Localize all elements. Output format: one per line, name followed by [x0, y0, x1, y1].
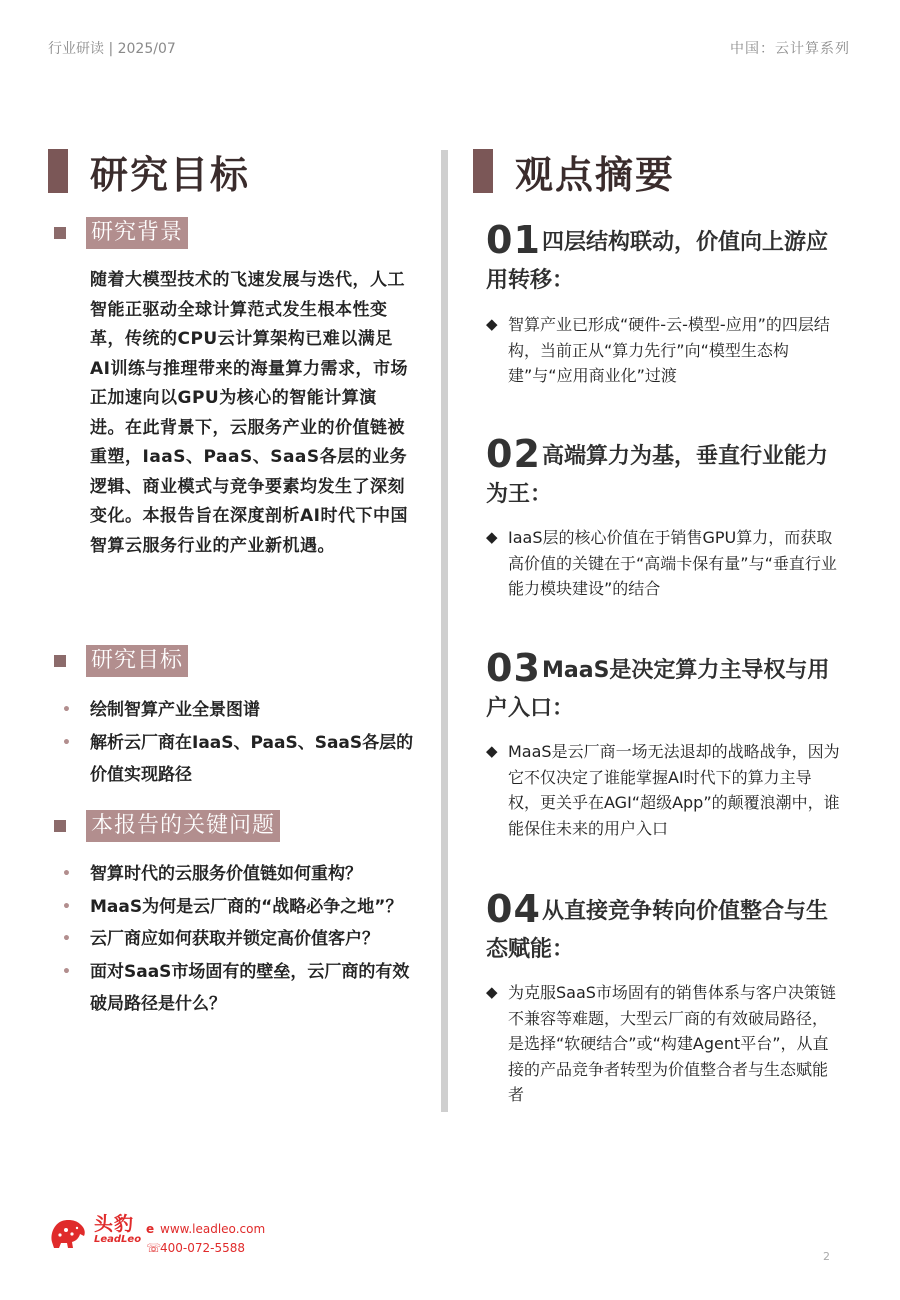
list-item: • MaaS为何是云厂商的“战略必争之地”？ — [60, 891, 420, 924]
background-paragraph: 随着大模型技术的飞速发展与迭代，人工智能正驱动全球计算范式发生根本性变革，传统的CPU云计算架构已难以满足AI训练与推理带来的海量算力需求，市场正加速向以GPU为核心的智能计算演进。在此背景下，云服务产业的价值链被重塑，IaaS、PaaS、SaaS各层的业务逻辑、商业模式与竞争要素均发生了深刻变化。本报告旨在深度剖析AI时代下中国智算云服务行业的产业新机遇。 — [90, 270, 408, 556]
questions-title: 本报告的关键问题 — [86, 810, 280, 842]
list-item: • 绘制智算产业全景图谱 — [60, 694, 420, 727]
view-number: 02 — [486, 432, 541, 476]
view-heading: 高端算力为基，垂直行业能力为王： — [486, 444, 829, 507]
right-section-title — [473, 148, 676, 197]
leadleo-logo — [46, 1212, 141, 1252]
left-section-title — [48, 148, 251, 197]
web-icon: e — [146, 1222, 155, 1236]
column-divider — [441, 150, 448, 1112]
bullet-icon: • — [62, 702, 71, 718]
header-left: 行业研读 | 2025/07 — [48, 41, 176, 57]
bullet-icon: • — [62, 898, 71, 915]
title-bar — [473, 149, 493, 193]
bullet-icon: • — [62, 734, 71, 751]
view-body — [486, 312, 841, 389]
goals-list — [60, 694, 420, 792]
contact-info — [146, 1220, 265, 1258]
list-item: • 智算时代的云服务价值链如何重构？ — [60, 858, 420, 891]
list-item: • 云厂商应如何获取并锁定高价值客户？ — [60, 923, 420, 956]
square-icon — [54, 820, 66, 832]
page-number: 2 — [823, 1250, 830, 1263]
phone-icon: ☏ — [146, 1241, 162, 1255]
website-link[interactable]: www.leadleo.com — [160, 1222, 266, 1236]
view-heading: 四层结构联动，价值向上游应用转移： — [486, 230, 829, 293]
background-title: 研究背景 — [86, 217, 188, 249]
view-text: 为克服SaaS市场固有的销售体系与客户决策链不兼容等难题，大型云厂商的有效破局路径，是选择“软硬结合”或“构建Agent平台”，从直接的产品竞争者转型为价值整合者与生态赋能者 — [508, 983, 836, 1104]
goals-title: 研究目标 — [86, 645, 188, 677]
square-icon — [54, 655, 66, 667]
right-title-text: 观点摘要 — [515, 152, 676, 197]
view-number: 03 — [486, 646, 541, 690]
left-title-text: 研究目标 — [90, 152, 251, 197]
phone-number: 400-072-5588 — [160, 1241, 246, 1255]
view-body — [486, 980, 841, 1108]
background-subtitle — [54, 217, 188, 249]
logo-cn: 头豹 — [94, 1213, 135, 1235]
diamond-icon: ◆ — [486, 983, 498, 1001]
bullet-icon: • — [62, 866, 71, 882]
square-icon — [54, 227, 66, 239]
view-heading: 从直接竞争转向价值整合与生态赋能： — [486, 899, 829, 962]
phone-line — [146, 1239, 265, 1258]
questions-list — [60, 858, 420, 1021]
questions-subtitle — [54, 810, 280, 842]
title-bar — [48, 149, 68, 193]
view-text: IaaS层的核心价值在于销售GPU算力，而获取高价值的关键在于“高端卡保有量”与“垂直行业能力模块建设”的结合 — [508, 528, 837, 598]
bullet-icon: • — [62, 931, 71, 947]
logo-en: LeadLeo — [94, 1234, 142, 1245]
list-item: • 面对SaaS市场固有的壁垒，云厂商的有效破局路径是什么？ — [60, 956, 420, 1021]
view-heading: MaaS是决定算力主导权与用户入口： — [486, 658, 830, 721]
view-text: 智算产业已形成“硬件-云-模型-应用”的四层结构，当前正从“算力先行”向“模型生态构建”与“应用商业化”过渡 — [508, 315, 830, 385]
view-body — [486, 739, 841, 841]
view-number: 01 — [486, 218, 541, 262]
list-item: • 解析云厂商在IaaS、PaaS、SaaS各层的价值实现路径 — [60, 727, 420, 792]
diamond-icon: ◆ — [486, 528, 498, 546]
view-body — [486, 525, 841, 602]
goals-subtitle — [54, 645, 188, 677]
diamond-icon: ◆ — [486, 742, 498, 760]
website-line[interactable] — [146, 1220, 265, 1239]
diamond-icon: ◆ — [486, 315, 498, 333]
bullet-icon: • — [62, 963, 71, 980]
header-right: 中国：云计算系列 — [730, 41, 850, 57]
view-text: MaaS是云厂商一场无法退却的战略战争，因为它不仅决定了谁能掌握AI时代下的算力主导权，更关乎在AGI“超级App”的颠覆浪潮中，谁能保住未来的用户入口 — [508, 742, 840, 838]
view-number: 04 — [486, 887, 541, 931]
leopard-logo-icon — [46, 1212, 88, 1252]
